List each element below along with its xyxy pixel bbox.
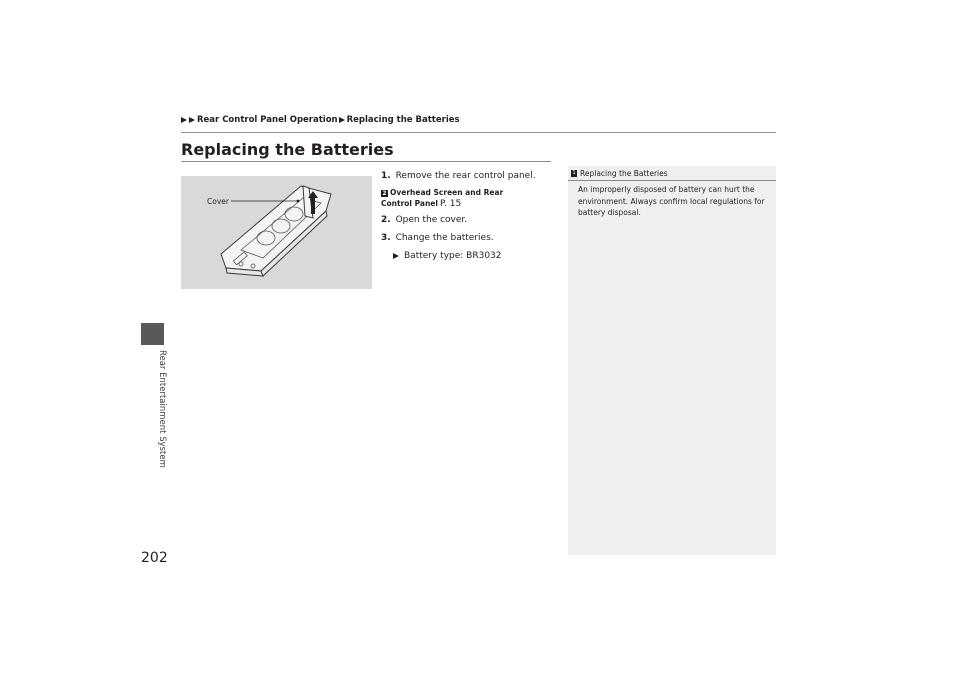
- cover-callout-label: Cover: [207, 197, 229, 206]
- note-divider: [568, 180, 776, 181]
- battery-type-note: [381, 250, 561, 262]
- chapter-side-label: Rear Entertainment System: [157, 350, 167, 468]
- step-text: Remove the rear control panel.: [395, 171, 536, 181]
- note-icon: 1: [572, 170, 576, 176]
- reference-text-line2: Control Panel: [381, 199, 438, 208]
- page-number: 202: [141, 550, 168, 566]
- header-divider: [181, 132, 776, 133]
- reference-icon: 2: [382, 190, 387, 197]
- battery-cover-illustration: [181, 176, 372, 289]
- step-text: Open the cover.: [395, 215, 468, 225]
- sub-item-arrow-icon: [393, 253, 399, 259]
- title-divider: [181, 161, 551, 162]
- note-heading: [571, 169, 776, 178]
- reference-text-line1: Overhead Screen and Rear: [390, 188, 504, 197]
- remote-control-drawing: [181, 176, 372, 289]
- note-heading-text: Replacing the Batteries: [580, 169, 668, 178]
- reference-page: P. 15: [439, 199, 462, 209]
- step-number: 1.: [381, 171, 391, 181]
- breadcrumb-section-link[interactable]: Rear Control Panel Operation: [197, 115, 338, 125]
- battery-type-text: Battery type: BR3032: [404, 251, 502, 261]
- instruction-steps: [381, 170, 561, 268]
- step-3: [381, 232, 561, 244]
- step-number: 3.: [381, 233, 391, 243]
- breadcrumb-arrow-icon: [189, 117, 195, 123]
- breadcrumb-arrow-icon: [181, 117, 187, 123]
- side-note-panel: [568, 166, 776, 555]
- breadcrumb-arrow-icon: [339, 117, 345, 123]
- step-1: [381, 170, 561, 182]
- step-number: 2.: [381, 215, 391, 225]
- step-text: Change the batteries.: [395, 233, 494, 243]
- note-body-text: An improperly disposed of battery can hurt the environment. Always confirm local regulations for battery disposal.: [578, 185, 765, 217]
- cross-reference-link[interactable]: [381, 187, 561, 210]
- page-title: Replacing the Batteries: [181, 140, 394, 159]
- breadcrumb: [181, 115, 460, 125]
- step-2: [381, 214, 561, 226]
- breadcrumb-current-page: Replacing the Batteries: [346, 115, 460, 125]
- chapter-tab-marker: [141, 323, 164, 345]
